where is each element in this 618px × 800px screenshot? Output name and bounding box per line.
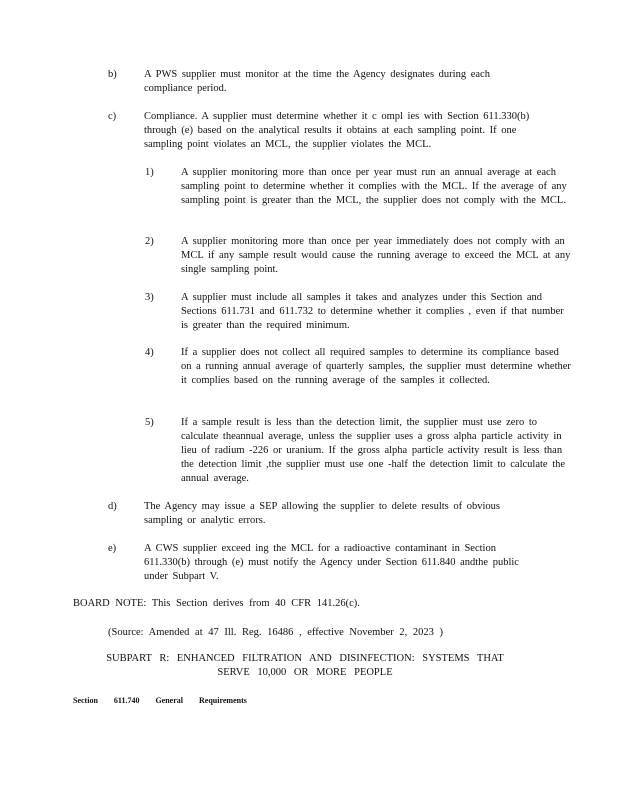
subparagraph-1: [145, 166, 571, 208]
paragraph-text: A CWS supplier exceed ing the MCL for a radioactive contaminant in Section 611.330(b) through (e) must notify the Agency under Section 611.840 andthe public under Subpart V.: [144, 543, 519, 582]
paragraph-text: A PWS supplier must monitor at the time the Agency designates during each compliance period.: [144, 69, 490, 94]
subparagraph-text: A supplier monitoring more than once per year must run an annual average at each sampling point to determine whether it complies with the MCL. If the average of any sampling point is greater than the MCL, the supplier does not comply with the MCL.: [181, 167, 567, 206]
subparagraph-4: [145, 346, 571, 388]
source-note: (Source: Amended at 47 Ill. Reg. 16486 , effective November 2, 2023 ): [108, 627, 443, 638]
section-heading: Section 611.740 General Requirements: [73, 696, 247, 705]
paragraph-b: [108, 68, 534, 96]
subparagraph-marker: 1): [145, 167, 154, 178]
subparagraph-5: [145, 416, 571, 486]
paragraph-text: Compliance. A supplier must determine whether it c ompl ies with Section 611.330(b) through (e) based on the analytical results it obtains at each sampling point. If one sampling point violates an MCL, the supplier violates the MCL.: [144, 111, 530, 150]
paragraph-c: [108, 110, 534, 152]
subparagraph-text: If a sample result is less than the detection limit, the supplier must use zero to calculate theannual average, unless the supplier uses a gross alpha particle activity in lieu of radium -226 or uranium. If the gross alpha particle activity result is less than the detection limit ,the supplier must use one -half the detection limit to calculate the annual average.: [181, 417, 566, 484]
subparagraph-marker: 3): [145, 292, 154, 303]
paragraph-marker: e): [108, 543, 117, 554]
paragraph-marker: d): [108, 501, 117, 512]
subparagraph-2: [145, 235, 571, 277]
subparagraph-text: If a supplier does not collect all required samples to determine its compliance based on a running annual average of quarterly samples, the supplier must determine whether it complies based on the running average of the samples it collected.: [181, 347, 571, 386]
paragraph-marker: c): [108, 111, 117, 122]
paragraph-marker: b): [108, 69, 117, 80]
subparagraph-marker: 2): [145, 236, 154, 247]
subparagraph-marker: 4): [145, 347, 154, 358]
paragraph-e: [108, 542, 534, 584]
subparagraph-text: A supplier must include all samples it takes and analyzes under this Section and Sections 611.731 and 611.732 to determine whether it complies , even if that number is greater than the required minimum.: [181, 292, 564, 331]
subparagraph-3: [145, 291, 571, 333]
paragraph-text: The Agency may issue a SEP allowing the supplier to delete results of obvious sampling or analytic errors.: [144, 501, 501, 526]
subpart-heading: SUBPART R: ENHANCED FILTRATION AND DISINFECTION: SYSTEMS THAT SERVE 10,000 OR MORE PEOPLE: [106, 653, 504, 678]
paragraph-d: [108, 500, 534, 528]
subparagraph-marker: 5): [145, 417, 154, 428]
subparagraph-text: A supplier monitoring more than once per year immediately does not comply with an MCL if any sample result would cause the running average to exceed the MCL at any single sampling point.: [181, 236, 571, 275]
board-note: BOARD NOTE: This Section derives from 40 CFR 141.26(c).: [73, 598, 360, 609]
